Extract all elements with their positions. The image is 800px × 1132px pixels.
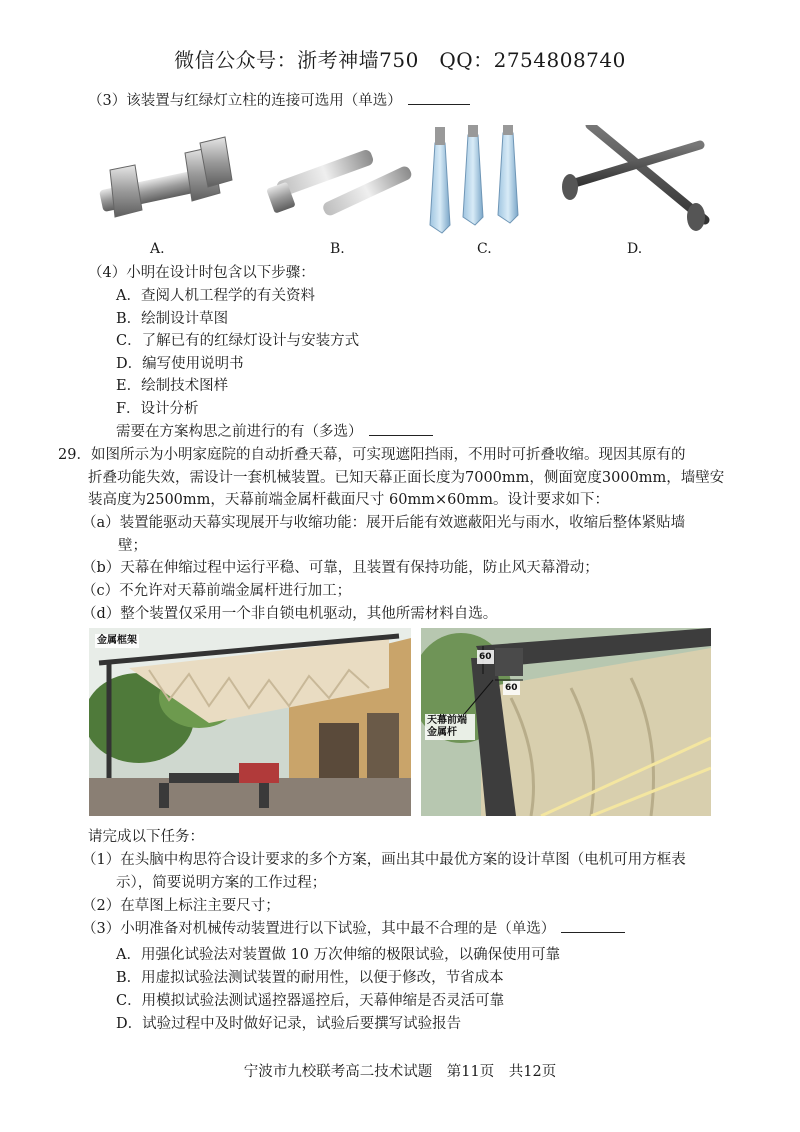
task-intro: 请完成以下任务： — [88, 829, 204, 845]
task-2: （2）在草图上标注主要尺寸； — [82, 898, 280, 914]
q4-step-a: A．查阅人机工程学的有关资料 — [116, 288, 315, 304]
q3-option-d[interactable]: D. — [627, 241, 643, 257]
q4-step-d: D．编写使用说明书 — [116, 356, 244, 372]
q29-line-2: 折叠功能失效，需设计一套机械装置。已知天幕正面长度为7000mm，侧面宽度3000mm，墙壁安 — [88, 470, 725, 486]
q4-step-c: C．了解已有的红绿灯设计与安装方式 — [116, 333, 360, 349]
task-3-option-d[interactable]: D．试验过程中及时做好记录，试验后要撰写试验报告 — [116, 1016, 462, 1032]
q4-step-f: F．设计分析 — [116, 401, 199, 417]
q4-ask — [116, 421, 433, 443]
bolt-nut-image — [99, 137, 232, 217]
page-header: 微信公众号：浙考神墙750 QQ：2754808740 — [174, 48, 626, 72]
task-3 — [82, 918, 625, 940]
q4-ask-text: 需要在方案构思之前进行的有（多选） — [116, 424, 363, 440]
courtyard-awning-photo — [89, 628, 411, 816]
dimension-60-vertical: 60 — [479, 652, 492, 662]
awning-front-bar-photo — [421, 628, 711, 816]
task-3-option-b[interactable]: B．用虚拟试验法测试装置的耐用性，以便于修改，节省成本 — [116, 970, 504, 986]
task-3-option-c[interactable]: C．用模拟试验法测试遥控器遥控后，天幕伸缩是否灵活可靠 — [116, 993, 505, 1009]
q3-option-a[interactable]: A. — [150, 241, 165, 257]
q29-req-d: （d）整个装置仅采用一个非自锁电机驱动，其他所需材料自选。 — [82, 606, 498, 622]
q29-line-3: 装高度为2500mm，天幕前端金属杆截面尺寸 60mm×60mm。设计要求如下： — [88, 492, 610, 508]
wood-screw-image — [562, 125, 705, 231]
expansion-bolt-image — [266, 148, 413, 217]
task-3-option-a[interactable]: A．用强化试验法对装置做 10 万次伸缩的极限试验，以确保使用可靠 — [116, 947, 561, 963]
plastic-anchor-image — [430, 125, 518, 233]
q29-req-c: （c）不允许对天幕前端金属杆进行加工； — [82, 583, 352, 599]
dimension-60-horizontal: 60 — [505, 683, 518, 693]
page-footer: 宁波市九校联考高二技术试题 第11页 共12页 — [243, 1064, 557, 1080]
task-1-line-1: （1）在头脑中构思符合设计要求的多个方案，画出其中最优方案的设计草图（电机可用方框表 — [82, 852, 686, 868]
q4-step-b: B．绘制设计草图 — [116, 311, 229, 327]
q3-stem — [88, 90, 470, 112]
q3-option-images — [90, 125, 730, 235]
metal-frame-label: 金属框架 — [97, 635, 137, 646]
task-3-answer-blank[interactable] — [561, 918, 625, 933]
courtyard-photo-illustration — [89, 628, 411, 816]
q3-answer-blank[interactable] — [408, 90, 470, 105]
q29-req-a-1: （a）装置能驱动天幕实现展开与收缩功能：展开后能有效遮蔽阳光与雨水，收缩后整体紧贴墙 — [82, 515, 686, 531]
task-3-text: （3）小明准备对机械传动装置进行以下试验，其中最不合理的是（单选） — [82, 921, 556, 937]
q29-line-1: 29．如图所示为小明家庭院的自动折叠天幕，可实现遮阳挡雨，不用时可折叠收缩。现因其原有的 — [58, 447, 686, 463]
q29-req-a-2: 壁； — [118, 538, 147, 554]
q3-option-b[interactable]: B. — [330, 241, 345, 257]
q4-step-e: E．绘制技术图样 — [116, 378, 229, 394]
q4-answer-blank[interactable] — [369, 421, 433, 436]
q3-stem-text: （3）该装置与红绿灯立柱的连接可选用（单选） — [88, 93, 402, 109]
front-bar-label: 天幕前端金属杆 — [425, 714, 475, 740]
q4-stem: （4）小明在设计时包含以下步骤： — [88, 265, 315, 281]
q29-req-b: （b）天幕在伸缩过程中运行平稳、可靠，且装置有保持功能，防止风天幕滑动； — [82, 560, 599, 576]
task-1-line-2: 示），简要说明方案的工作过程； — [116, 875, 327, 891]
q3-option-c[interactable]: C. — [477, 241, 492, 257]
